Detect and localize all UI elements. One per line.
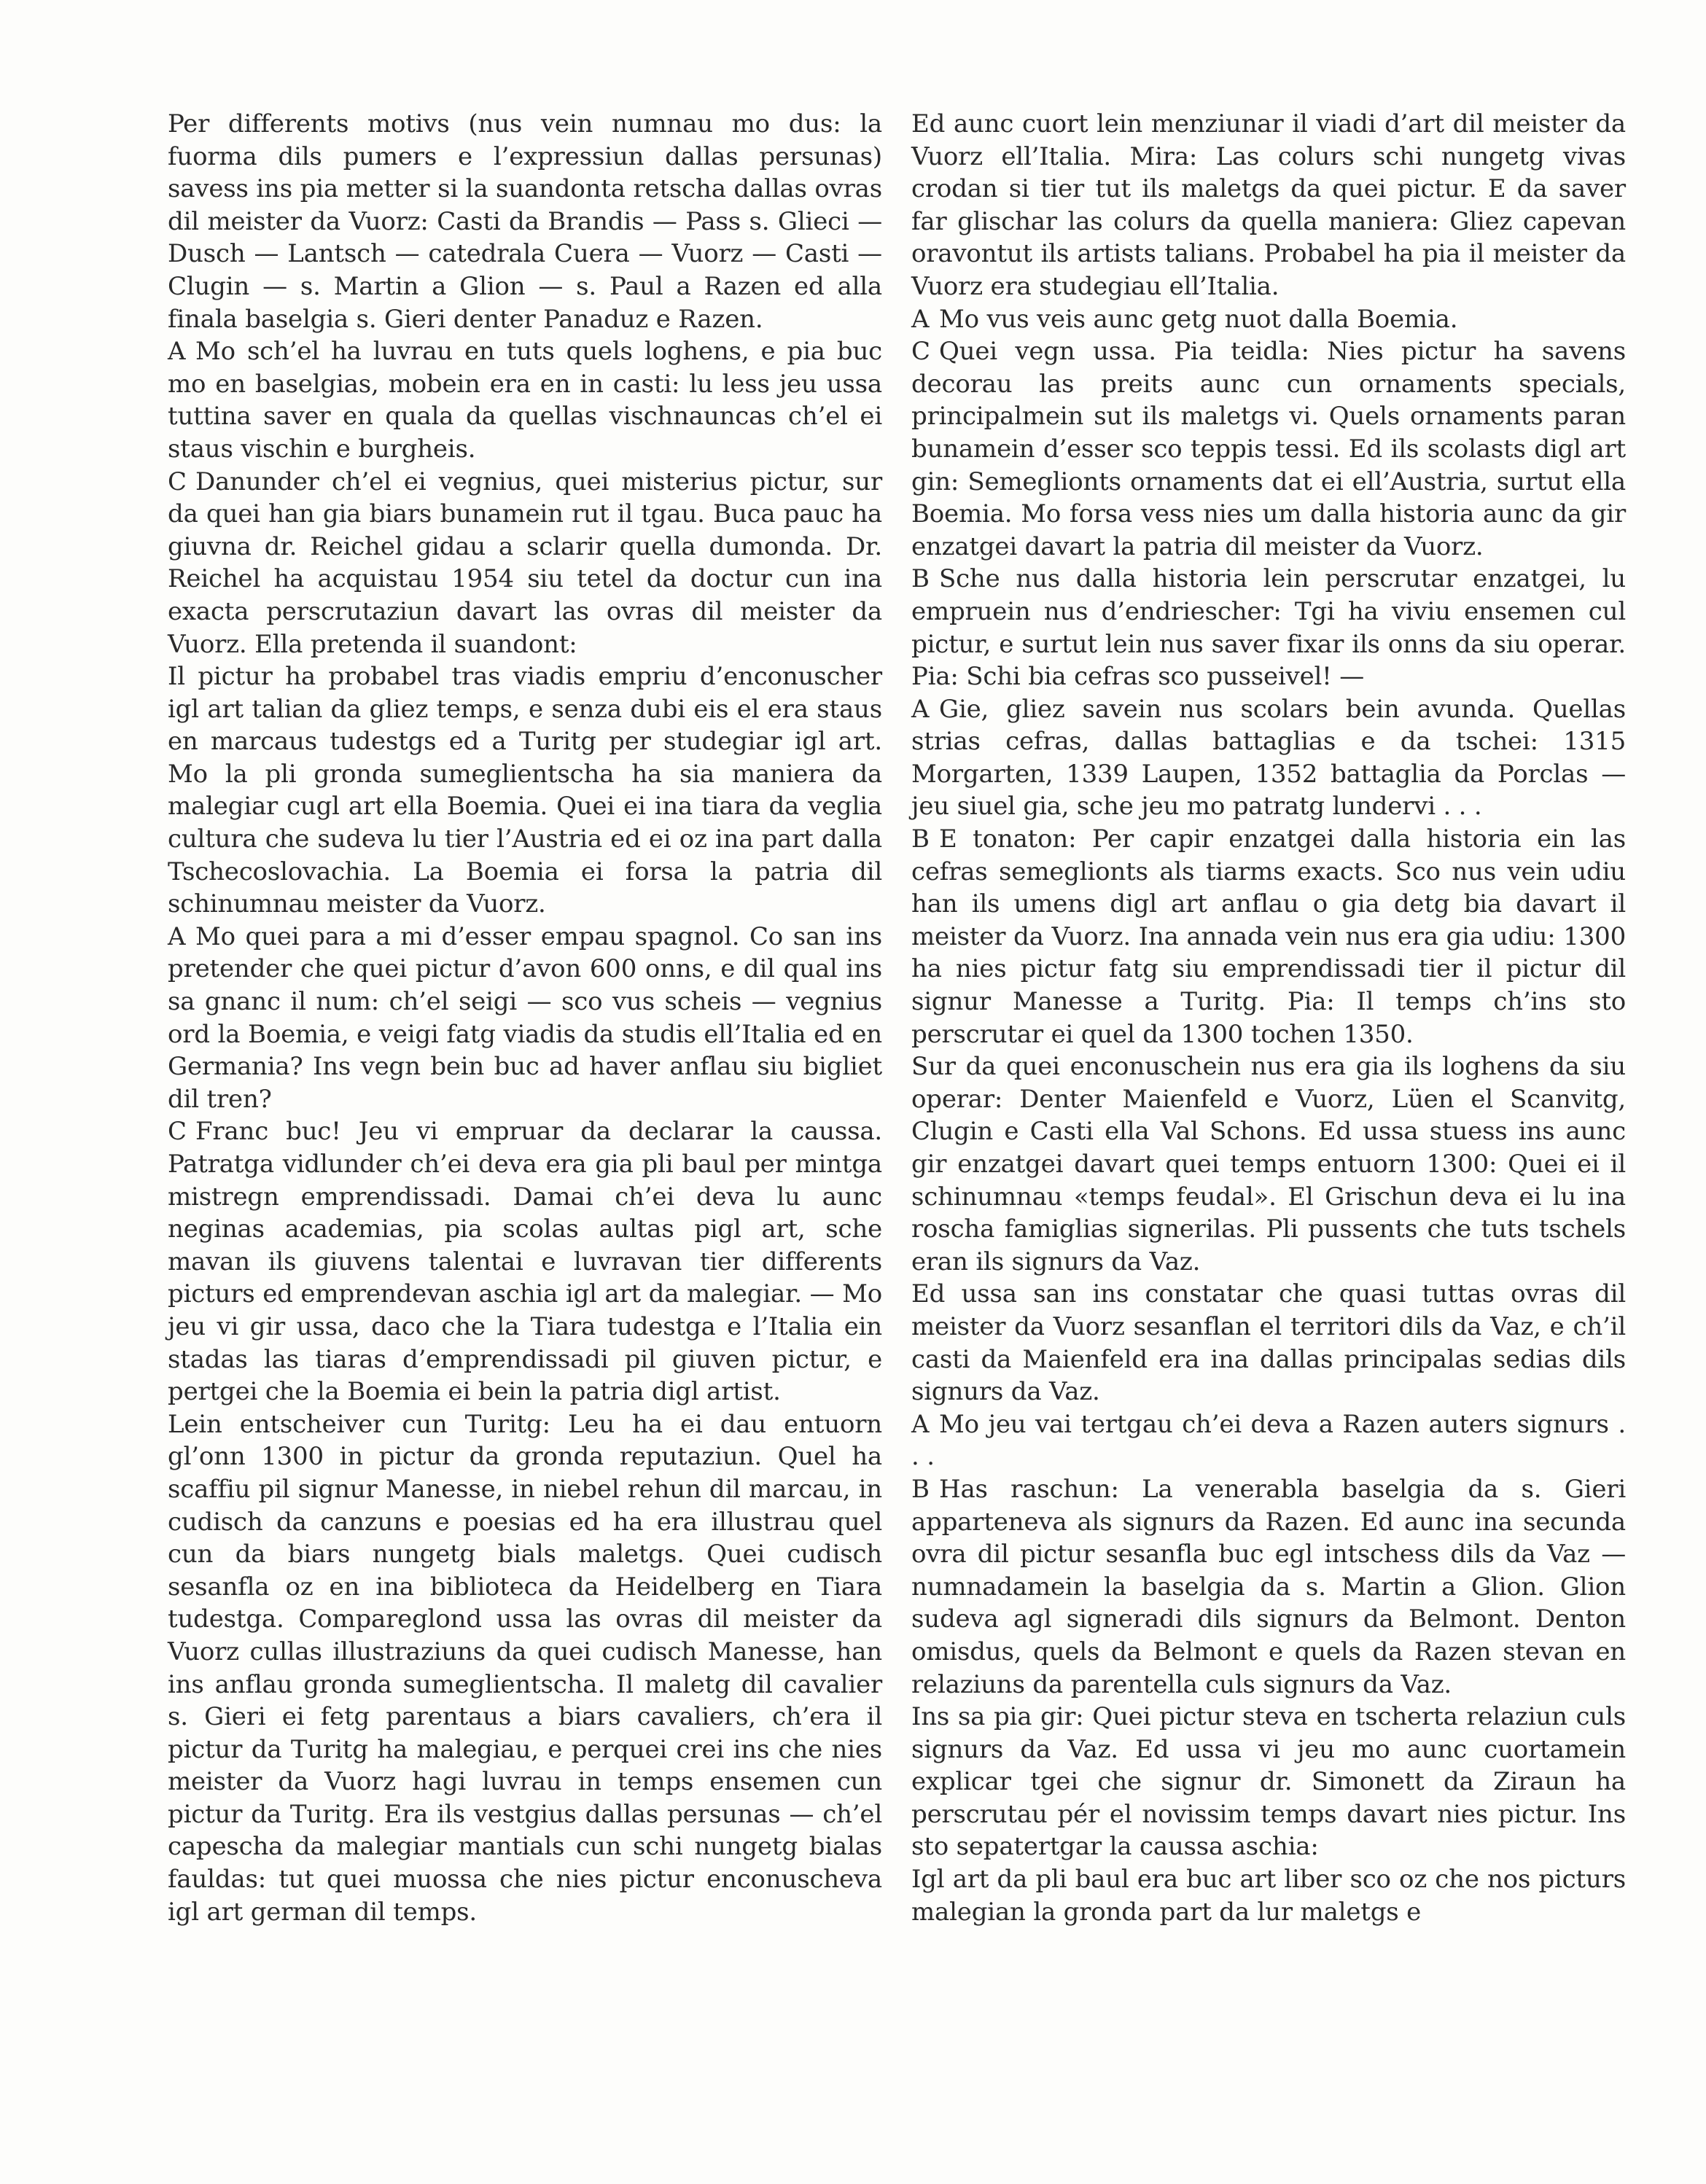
paragraph bbox=[168, 108, 882, 335]
paragraph bbox=[911, 563, 1626, 693]
paragraph-text: Franc buc! Jeu vi empruar da declarar la caussa. Patratga vidlunder ch’ei deva era gia pli baul per mintga mistregn emprendissadi. Damai ch’ei deva lu aunc neginas academias, pia scolas aultas pigl art, sche mavan ils giuvens talentai e luvravan tier differents picturs ed emprendevan aschia igl art da malegiar. — Mo jeu vi gir ussa, daco che la Tiara tudestga e l’Italia ein stadas las tiaras d’emprendissadi pil giuven pictur, e pertgei che la Boemia ei bein la patria digl artist. bbox=[168, 1117, 882, 1407]
paragraph-text: Mo sch’el ha luvrau en tuts quels loghens, e pia buc mo en baselgias, mobein era en in casti: lu less jeu ussa tuttina saver en quala da quellas vischnauncas ch’el ei staus vischin e burgheis. bbox=[168, 337, 882, 464]
paragraph bbox=[911, 1278, 1626, 1408]
paragraph-text: Ins sa pia gir: Quei pictur steva en tscherta relaziun culs signurs da Vaz. Ed ussa vi jeu mo aunc cuortamein explicar tgei che signur dr. Simonett da Ziraun ha perscrutau pér el novissim temps davart nies pictur. Ins sto sepatertgar la caussa aschia: bbox=[911, 1702, 1626, 1862]
paragraph-text: Il pictur ha probabel tras viadis empriu d’enconuscher igl art talian da gliez temps, e senza dubi eis el era staus en marcaus tudestgs ed a Turitg per studegiar igl art. Mo la pli gronda sumeglientscha ha sia maniera da malegiar cugl art ella Boemia. Quei ei ina tiara da veglia cultura che sudeva lu tier l’Austria ed ei oz ina part dalla Tschecoslovachia. La Boemia ei forsa la patria dil schinumnau meister da Vuorz. bbox=[168, 662, 882, 919]
paragraph bbox=[911, 303, 1626, 336]
paragraph-text: Ed ussa san ins constatar che quasi tuttas ovras dil meister da Vuorz sesanflan el territori dils da Vaz, e ch’il casti da Maienfeld era ina dallas principalas sedias dils signurs da Vaz. bbox=[911, 1279, 1626, 1407]
paragraph bbox=[168, 921, 882, 1116]
paragraph bbox=[911, 108, 1626, 303]
paragraph-text: Lein entscheiver cun Turitg: Leu ha ei dau entuorn gl’onn 1300 in pictur da gronda reputaziun. Quel ha scaffiu pil signur Manesse, in niebel rehun dil marcau, in cudisch da canzuns e poesias ed ha era illustrau quel cun da biars nungetg bials maletgs. Quei cudisch sesanfla oz en ina biblioteca da Heidelberg en Tiara tudestga. Compareglond ussa las ovras dil meister da Vuorz cullas illustraziuns da quei cudisch Manesse, han ins anflau gronda sumeglientscha. Il maletg dil cavalier s. Gieri ei fetg parentaus a biars cavaliers, ch’era il pictur da Turitg ha malegiau, e perquei crei ins che nies meister da Vuorz hagi luvrau in temps ensemen cun pictur da Turitg. Era ils vestgius dallas persunas — ch’el capescha da malegiar mantials cun schi nungetg bialas fauldas: tut quei muossa che nies pictur enconuscheva igl art german dil temps. bbox=[168, 1409, 882, 1927]
paragraph bbox=[168, 660, 882, 921]
speaker-label: A bbox=[168, 337, 186, 367]
speaker-label: A bbox=[911, 304, 930, 334]
paragraph bbox=[911, 1473, 1626, 1701]
left-column bbox=[168, 108, 882, 1928]
paragraph-text: Mo jeu vai tertgau ch’ei deva a Razen auters signurs . . . bbox=[911, 1409, 1626, 1472]
paragraph-text: Mo quei para a mi d’esser empau spagnol. Co san ins pretender che quei pictur d’avon 600 onns, e dil qual ins sa gnanc il num: ch’el seigi — sco vus scheis — vegnius ord la Boemia, e veigi fatg viadis da studis ell’Italia ed en Germania? Ins vegn bein buc ad haver anflau siu bigliet dil tren? bbox=[168, 921, 882, 1114]
paragraph bbox=[168, 1408, 882, 1929]
speaker-label: B bbox=[911, 824, 930, 854]
paragraph bbox=[911, 823, 1626, 1050]
paragraph-text: Has raschun: La venerabla baselgia da s. Gieri appartenevа als signurs da Razen. Ed aunc ina secunda ovra dil pictur sesanfla buc egl intschess dils da Vaz — numnadamein la baselgia da s. Martin a Glion. Glion sudeva agl signeradi dils signurs da Belmont. Denton omisdus, quels da Belmont e quels da Razen stevan en relaziuns da parentella culs signurs da Vaz. bbox=[911, 1474, 1626, 1699]
paragraph-text: Igl art da pli baul era buc art liber sco oz che nos picturs malegian la gronda part da lur maletgs e bbox=[911, 1865, 1626, 1927]
paragraph-text: Gie, gliez savein nus scolars bein avunda. Quellas strias cefras, dallas battaglias e da tschei: 1315 Morgarten, 1339 Laupen, 1352 battaglia da Porclas — jeu siuel gia, sche jeu mo patratg lundervi . . . bbox=[911, 694, 1626, 822]
speaker-label: B bbox=[911, 564, 930, 594]
paragraph bbox=[168, 1115, 882, 1408]
speaker-label: B bbox=[911, 1474, 930, 1504]
paragraph bbox=[911, 1408, 1626, 1473]
speaker-label: A bbox=[911, 1409, 930, 1439]
speaker-label: C bbox=[911, 337, 930, 367]
paragraph-text: Ed aunc cuort lein menziunar il viadi d’art dil meister da Vuorz ell’Italia. Mira: Las colurs schi nungetg vivas crodan si tier tut ils maletgs da quei pictur. E da saver far glischar las colurs da quella maniera: Gliez capevan oravontut ils artists talians. Probabel ha pia il meister da Vuorz era studegiau ell’Italia. bbox=[911, 109, 1626, 301]
paragraph bbox=[911, 1050, 1626, 1278]
paragraph bbox=[911, 335, 1626, 563]
speaker-label: C bbox=[168, 1117, 187, 1147]
paragraph bbox=[911, 1863, 1626, 1928]
speaker-label: A bbox=[168, 921, 186, 951]
speaker-label: C bbox=[168, 467, 187, 496]
paragraph-text: Per differents motivs (nus vein numnau mo dus: la fuorma dils pumers e l’expressiun dallas persunas) savess ins pia metter si la suandonta retscha dallas ovras dil meister da Vuorz: Casti da Brandis — Pass s. Glieci — Dusch — Lantsch — catedrala Cuera — Vuorz — Casti — Clugin — s. Martin a Glion — s. Paul a Razen ed alla finala baselgia s. Gieri denter Panaduz e Razen. bbox=[168, 109, 882, 334]
paragraph-text: Quei vegn ussa. Pia teidla: Nies pictur ha savens decorau las preits aunc cun ornaments specials, principalmein sut ils maletgs vi. Quels ornaments paran bunamein d’esser sco teppis tessi. Ed ils scolasts digl art gin: Semeglionts ornaments dat ei ell’Austria, surtut ella Boemia. Mo forsa vess nies um dalla historia aunc da gir enzatgei davart la patria dil meister da Vuorz. bbox=[911, 337, 1626, 561]
speaker-label: A bbox=[911, 694, 930, 724]
paragraph bbox=[911, 693, 1626, 823]
paragraph bbox=[911, 1701, 1626, 1863]
right-column bbox=[911, 108, 1626, 1928]
paragraph bbox=[168, 335, 882, 465]
paragraph-text: Danunder ch’el ei vegnius, quei misterius pictur, sur da quei han gia biars bunamein rut il tgau. Buca pauc ha giuvna dr. Reichel gidau a sclarir quella dumonda. Dr. Reichel ha acquistau 1954 siu tetel da doctur cun ina exacta perscrutaziun davart las ovras dil meister da Vuorz. Ella pretenda il suandont: bbox=[168, 467, 882, 659]
paragraph-text: Sur da quei enconuschein nus era gia ils loghens da siu operar: Denter Maienfeld e Vuorz, Lüen el Scanvitg, Clugin e Casti ella Val Schons. Ed ussa stuess ins aunc gir enzatgei davart quei temps entuorn 1300: Quei ei il schinumnau «temps feudal». El Grischun deva ei lu ina roscha famiglias signerilas. Pli pussents che tuts tschels eran ils signurs da Vaz. bbox=[911, 1052, 1626, 1276]
paragraph-text: E tonaton: Per capir enzatgei dalla historia ein las cefras semeglionts als tiarms exacts. Sco nus vein udiu han ils umens digl art anflau o gia detg bia davart il meister da Vuorz. Ina annada vein nus era gia udiu: 1300 ha nies pictur fatg siu emprendissadi tier il pictur dil signur Manesse a Turitg. Pia: Il temps ch’ins sto perscrutar ei quel da 1300 tochen 1350. bbox=[911, 824, 1626, 1049]
paragraph bbox=[168, 466, 882, 661]
paragraph-text: Mo vus veis aunc getg nuot dalla Boemia. bbox=[939, 304, 1458, 334]
paragraph-text: Sche nus dalla historia lein perscrutar enzatgei, lu empruein nus d’endriescher: Tgi ha viviu ensemen cul pictur, e surtut lein nus saver fixar ils onns da siu operar. Pia: Schi bia cefras sco pusseivel! — bbox=[911, 564, 1626, 692]
